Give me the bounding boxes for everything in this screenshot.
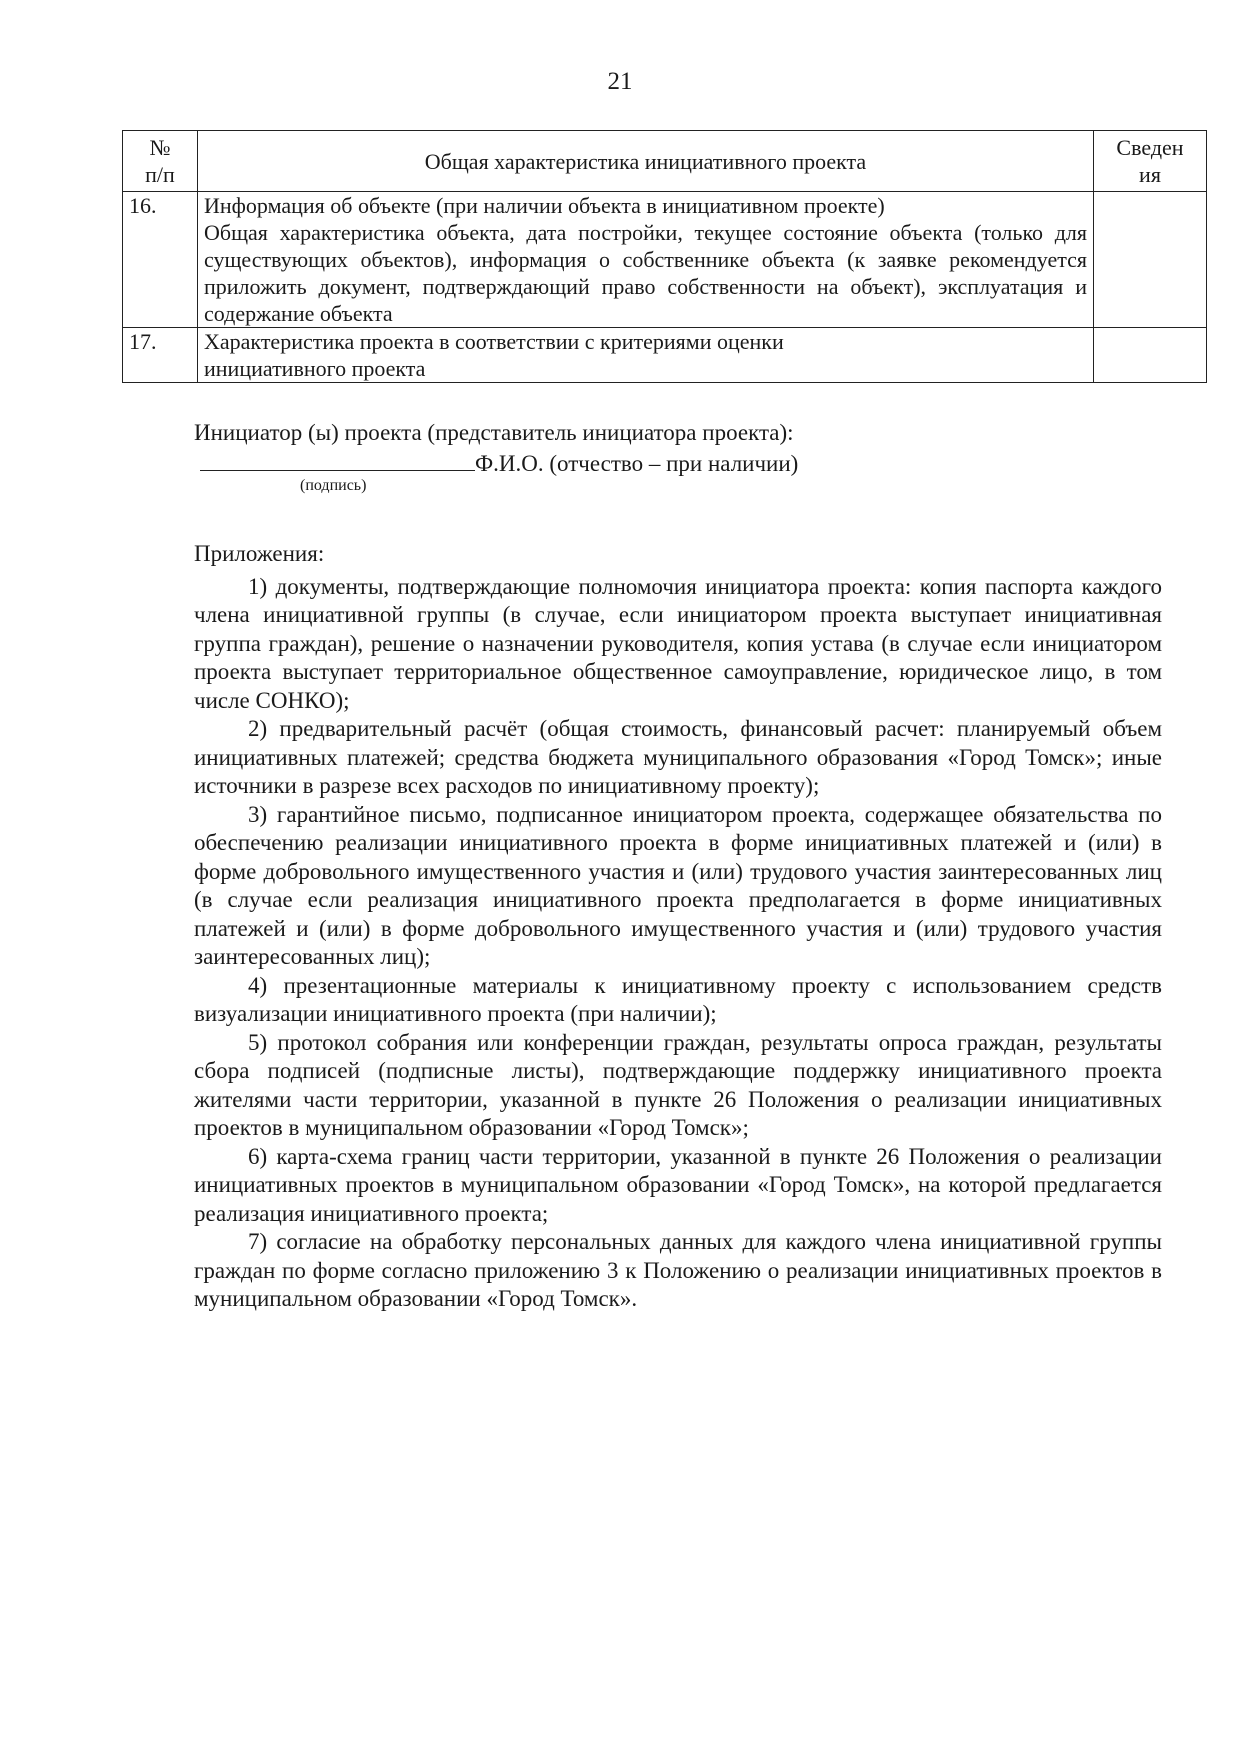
- attachment-item: 4) презентационные материалы к инициативному проекту с использованием средств визуализации инициативного проекта (при наличии);: [194, 972, 1162, 1026]
- initiator-signature-line: [194, 448, 1094, 479]
- initiator-block: [194, 418, 1094, 479]
- row-description-line: Характеристика проекта в соответствии с критериями оценки: [204, 329, 784, 354]
- row-description: [198, 328, 1094, 383]
- signature-underline: [200, 448, 475, 471]
- header-characteristic: Общая характеристика инициативного проекта: [198, 131, 1094, 192]
- attachment-item: 3) гарантийное письмо, подписанное инициатором проекта, содержащее обязательства по обеспечению реализации инициативного проекта в форме инициативных платежей и (или) в форме добровольного имущественного участия и (или) трудового участия заинтересованных лиц (в случае если реализация инициативного проекта предполагается в форме инициативных платежей и (или) в форме добровольного имущественного участия и (или) трудового участия заинтересованных лиц);: [194, 801, 1162, 969]
- attachment-item: 7) согласие на обработку персональных данных для каждого члена инициативной группы граждан по форме согласно приложению 3 к Положению о реализации инициативных проектов в муниципальном образовании «Город Томск».: [194, 1229, 1162, 1311]
- header-number-sign: №: [149, 135, 171, 160]
- header-info: [1094, 131, 1207, 192]
- header-row-number: [123, 131, 198, 192]
- attachment-item: 5) протокол собрания или конференции граждан, результаты опроса граждан, результаты сбора подписей (подписные листы), подтверждающие поддержку инициативного проекта жителями части территории, указанной в пункте 26 Положения о реализации инициативных проектов в муниципальном образовании «Город Томск»;: [194, 1029, 1162, 1140]
- table-header-row: [123, 131, 1207, 192]
- row-description-line: инициативного проекта: [204, 356, 426, 381]
- row-description-line: Общая характеристика объекта, дата постройки, текущее состояние объекта (только для существующих объектов), информация о собственнике объекта (к заявке рекомендуется приложить документ, подтверждающий право собственности на объект), эксплуатация и содержание объекта: [204, 220, 1087, 326]
- project-characteristics-table: [122, 130, 1207, 383]
- initiator-fio: Ф.И.О. (отчество – при наличии): [475, 451, 799, 476]
- header-number-abbr: п/п: [145, 162, 175, 187]
- attachment-item: 1) документы, подтверждающие полномочия инициатора проекта: копия паспорта каждого члена инициативной группы (в случае, если инициатором проекта выступает инициативная группа граждан), решение о назначении руководителя, копия устава (в случае если инициатором проекта выступает территориальное общественное самоуправление, юридическое лицо, в том числе СОНКО);: [194, 573, 1162, 713]
- attachments-section: [194, 540, 1162, 1314]
- page-number: 21: [607, 68, 633, 95]
- row-info: [1094, 328, 1207, 383]
- attachment-item: 6) карта-схема границ части территории, указанной в пункте 26 Положения о реализации инициативных проектов в муниципальном образовании «Город Томск», на которой предлагается реализация инициативного проекта;: [194, 1143, 1162, 1226]
- table-row: [123, 192, 1207, 328]
- row-number: 17.: [123, 328, 198, 383]
- signature-caption: (подпись): [300, 477, 367, 494]
- attachments-title: Приложения:: [194, 541, 325, 566]
- row-number: 16.: [123, 192, 198, 328]
- attachment-item: 2) предварительный расчёт (общая стоимость, финансовый расчет: планируемый объем инициативных платежей; средства бюджета муниципального образования «Город Томск»; иные источники в разрезе всех расходов по инициативному проекту);: [194, 716, 1162, 798]
- table-row: [123, 328, 1207, 383]
- row-description-line: Информация об объекте (при наличии объекта в инициативном проекте): [204, 193, 885, 218]
- row-info: [1094, 192, 1207, 328]
- row-description: [198, 192, 1094, 328]
- header-info-line-1: Сведен: [1116, 135, 1184, 160]
- header-info-line-2: ия: [1139, 162, 1161, 187]
- initiator-label: Инициатор (ы) проекта (представитель инициатора проекта):: [194, 420, 794, 445]
